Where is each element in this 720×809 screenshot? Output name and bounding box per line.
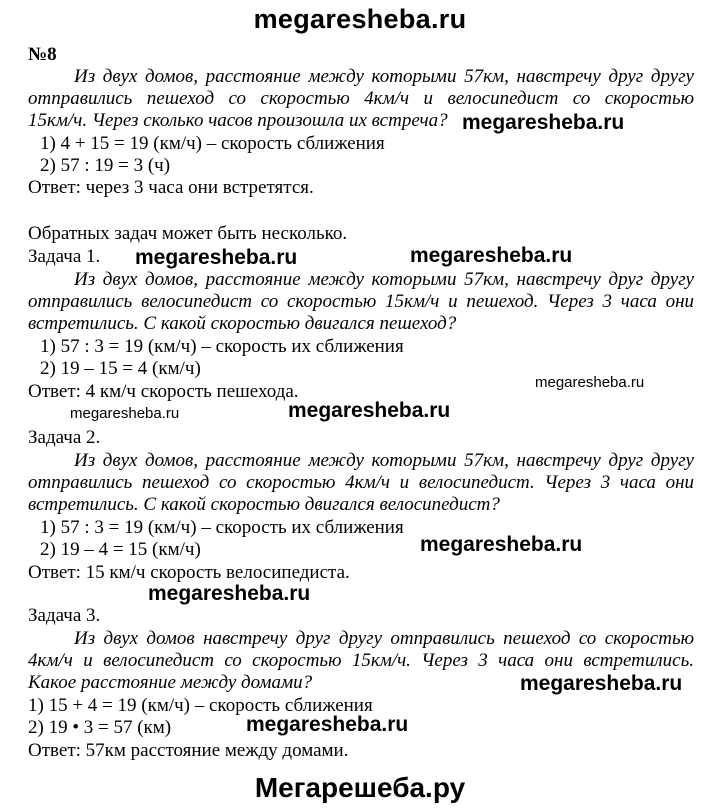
task1-line-2: отправились велосипедист со скоростью 15км/ч и пешеход. Через 3 часа они	[28, 291, 694, 312]
watermark: megaresheba.ru	[70, 405, 180, 422]
task3-step-2: 2) 19 • 3 = 57 (км)	[28, 717, 172, 738]
watermark: megaresheba.ru	[462, 111, 625, 134]
task1-line-1: Из двух домов, расстояние между которыми 57км, навстречу друг другу	[74, 269, 694, 290]
watermark: megaresheba.ru	[420, 533, 583, 556]
watermark: megaresheba.ru	[246, 713, 409, 736]
site-header: megaresheba.ru	[253, 4, 467, 34]
main-step-1: 1) 4 + 15 = 19 (км/ч) – скорость сближения	[40, 133, 385, 154]
main-step-2: 2) 57 : 19 = 3 (ч)	[40, 155, 171, 176]
watermark: megaresheba.ru	[520, 672, 683, 695]
watermark: megaresheba.ru	[410, 244, 573, 267]
task2-answer: Ответ: 15 км/ч скорость велосипедиста.	[28, 562, 350, 583]
task2-step-2: 2) 19 – 4 = 15 (км/ч)	[40, 539, 201, 560]
task-number: №8	[28, 44, 57, 65]
site-footer: Мегарешеба.ру	[254, 772, 466, 803]
watermark: megaresheba.ru	[535, 374, 645, 391]
main-answer: Ответ: через 3 часа они встретятся.	[28, 177, 314, 198]
task2-line-3: встретились. С какой скоростью двигался велосипедист?	[28, 494, 500, 515]
main-task-line-2: отправились пешеход со скоростью 4км/ч и велосипедист со скоростью	[28, 88, 694, 109]
task1-step-2: 2) 19 – 15 = 4 (км/ч)	[40, 358, 201, 379]
task2-step-1: 1) 57 : 3 = 19 (км/ч) – скорость их сближения	[40, 517, 404, 538]
task2-line-1: Из двух домов, расстояние между которыми 57км, навстречу друг другу	[74, 450, 694, 471]
task3-answer: Ответ: 57км расстояние между домами.	[28, 740, 349, 761]
task3-line-2: 4км/ч и велосипедист со скоростью 15км/ч. Через 3 часа они встретились.	[28, 650, 694, 671]
task2-line-2: отправились пешеход со скоростью 4км/ч и велосипедист. Через 3 часа они	[28, 472, 694, 493]
task1-title: Задача 1.	[28, 246, 101, 267]
task3-step-1: 1) 15 + 4 = 19 (км/ч) – скорость сближения	[28, 695, 373, 716]
task3-line-1: Из двух домов навстречу друг другу отправились пешеход со скоростью	[74, 628, 694, 649]
task3-title: Задача 3.	[28, 605, 101, 626]
task3-line-3: Какое расстояние между домами?	[28, 672, 313, 693]
main-task-line-1: Из двух домов, расстояние между которыми 57км, навстречу друг другу	[74, 66, 694, 87]
task1-line-3: встретились. С какой скоростью двигался пешеход?	[28, 313, 457, 334]
watermark: megaresheba.ru	[135, 246, 298, 269]
task2-title: Задача 2.	[28, 427, 101, 448]
inverse-intro: Обратных задач может быть несколько.	[28, 223, 348, 244]
watermark: megaresheba.ru	[148, 582, 311, 605]
watermark: megaresheba.ru	[288, 399, 451, 422]
task1-step-1: 1) 57 : 3 = 19 (км/ч) – скорость их сближения	[40, 336, 404, 357]
task1-answer: Ответ: 4 км/ч скорость пешехода.	[28, 381, 299, 402]
main-task-line-3: 15км/ч. Через сколько часов произошла их встреча?	[28, 110, 448, 131]
